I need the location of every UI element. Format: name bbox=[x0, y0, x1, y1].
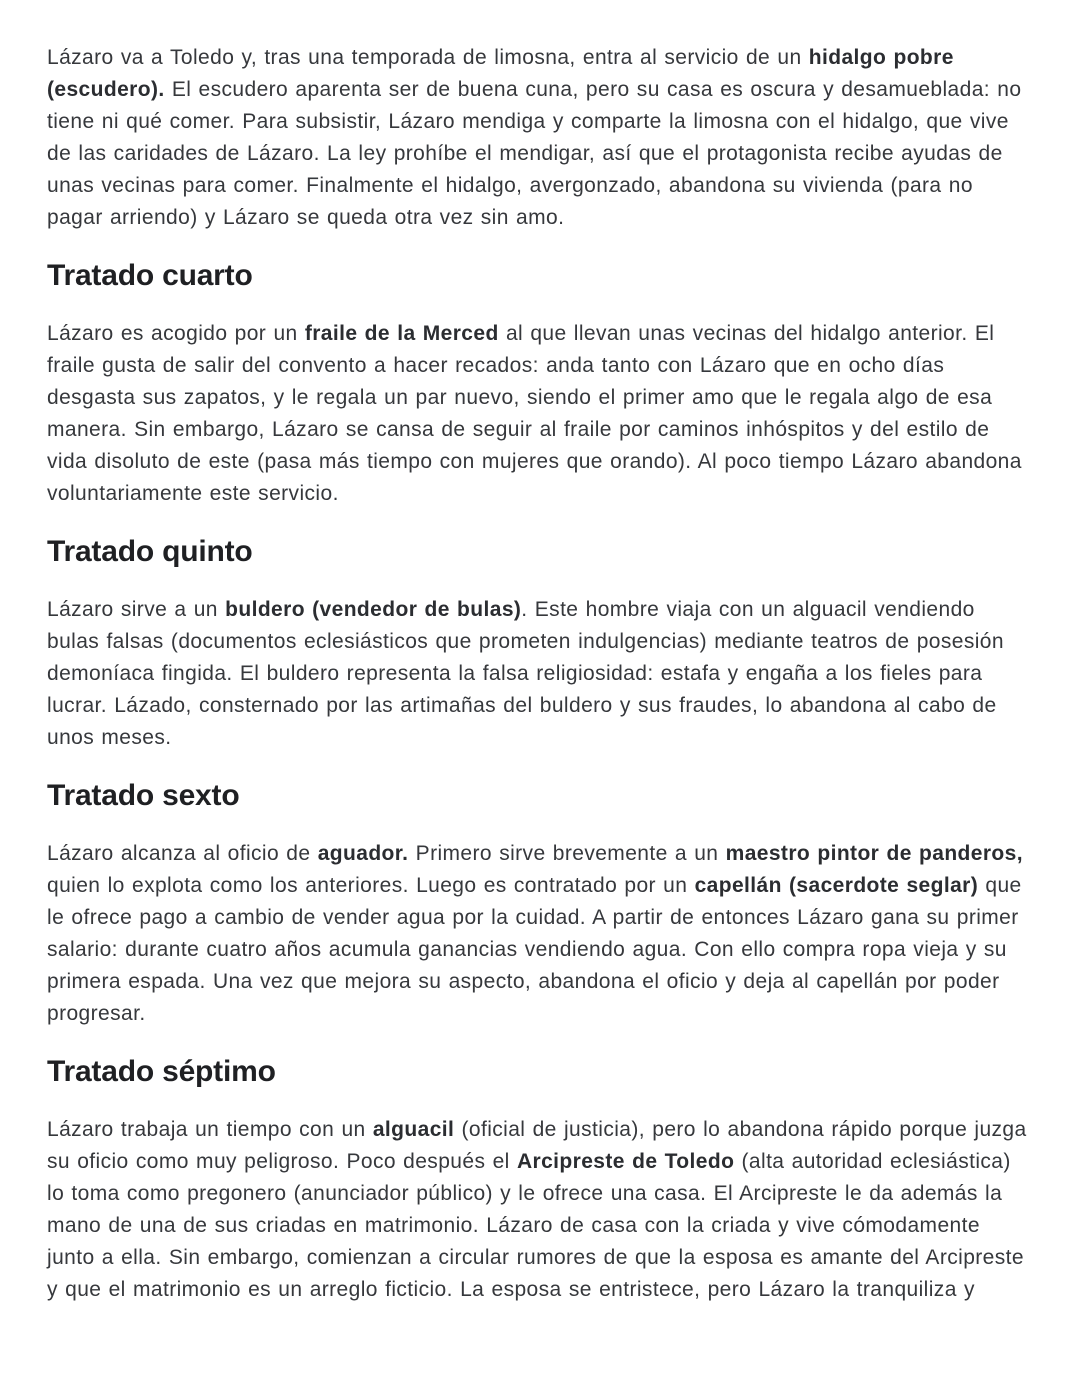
bold-phrase: aguador. bbox=[317, 842, 409, 865]
bold-phrase: fraile de la Merced bbox=[304, 322, 499, 345]
paragraph-tratado-quinto: Lázaro sirve a un buldero (vendedor de bulas). Este hombre viaja con un alguacil vendiendo bulas falsas (documentos eclesiásticos que prometen indulgencias) mediante teatros de posesión demoníaca fingida. El buldero representa la falsa religiosidad: estafa y engaña a los fieles para lucrar. Lázado, consternado por las artimañas del buldero y sus fraudes, lo abandona al cabo de unos meses. bbox=[47, 598, 1004, 749]
paragraph-tratado-sexto: Lázaro alcanza al oficio de aguador. Primero sirve brevemente a un maestro pintor de panderos, quien lo explota como los anteriores. Luego es contratado por un capellán (sacerdote seglar) que le ofrece pago a cambio de vender agua por la cuidad. A partir de entonces Lázaro gana su primer salario: durante cuatro años acumula ganancias vendiendo agua. Con ello compra ropa vieja y su primera espada. Una vez que mejora su aspecto, abandona el oficio y deja al capellán por poder progresar. bbox=[47, 842, 1023, 1025]
section-heading-tratado-septimo: Tratado séptimo bbox=[47, 1055, 276, 1088]
bold-phrase: Arcipreste de Toledo bbox=[516, 1150, 735, 1173]
bold-phrase: hidalgo pobre (escudero). bbox=[47, 46, 954, 101]
section-heading-tratado-quinto: Tratado quinto bbox=[47, 535, 253, 568]
paragraph-tratado-cuarto: Lázaro es acogido por un fraile de la Merced al que llevan unas vecinas del hidalgo anterior. El fraile gusta de salir del convento a hacer recados: anda tanto con Lázaro que en ocho días desgasta sus zapatos, y le regala un par nuevo, siendo el primer amo que le regala algo de esa manera. Sin embargo, Lázaro se cansa de seguir al fraile por caminos inhóspitos y del estilo de vida disoluto de este (pasa más tiempo con mujeres que orando). Al poco tiempo Lázaro abandona voluntariamente este servicio. bbox=[47, 322, 1022, 505]
bold-phrase: alguacil bbox=[372, 1118, 455, 1141]
paragraph-intro-hidalgo: Lázaro va a Toledo y, tras una temporada de limosna, entra al servicio de un hidalgo pobre (escudero). El escudero aparenta ser de buena cuna, pero su casa es oscura y desamueblada: no tiene ni qué comer. Para subsistir, Lázaro mendiga y comparte la limosna con el hidalgo, que vive de las caridades de Lázaro. La ley prohíbe el mendigar, así que el protagonista recibe ayudas de unas vecinas para comer. Finalmente el hidalgo, avergonzado, abandona su vivienda (para no pagar arriendo) y Lázaro se queda otra vez sin amo. bbox=[47, 46, 1022, 229]
section-heading-tratado-sexto: Tratado sexto bbox=[47, 779, 240, 812]
paragraph-tratado-septimo: Lázaro trabaja un tiempo con un alguacil (oficial de justicia), pero lo abandona rápido porque juzga su oficio como muy peligroso. Poco después el Arcipreste de Toledo (alta autoridad eclesiástica) lo toma como pregonero (anunciador público) y le ofrece una casa. El Arcipreste le da además la mano de una de sus criadas en matrimonio. Lázaro de casa con la criada y vive cómodamente junto a ella. Sin embargo, comienzan a circular rumores de que la esposa es amante del Arcipreste y que el matrimonio es un arreglo ficticio. La esposa se entristece, pero Lázaro la tranquiliza y bbox=[47, 1118, 1027, 1301]
bold-phrase: buldero (vendedor de bulas) bbox=[225, 598, 522, 621]
bold-phrase: capellán (sacerdote seglar) bbox=[694, 874, 979, 897]
section-heading-tratado-cuarto: Tratado cuarto bbox=[47, 259, 253, 292]
bold-phrase: maestro pintor de panderos, bbox=[725, 842, 1023, 865]
